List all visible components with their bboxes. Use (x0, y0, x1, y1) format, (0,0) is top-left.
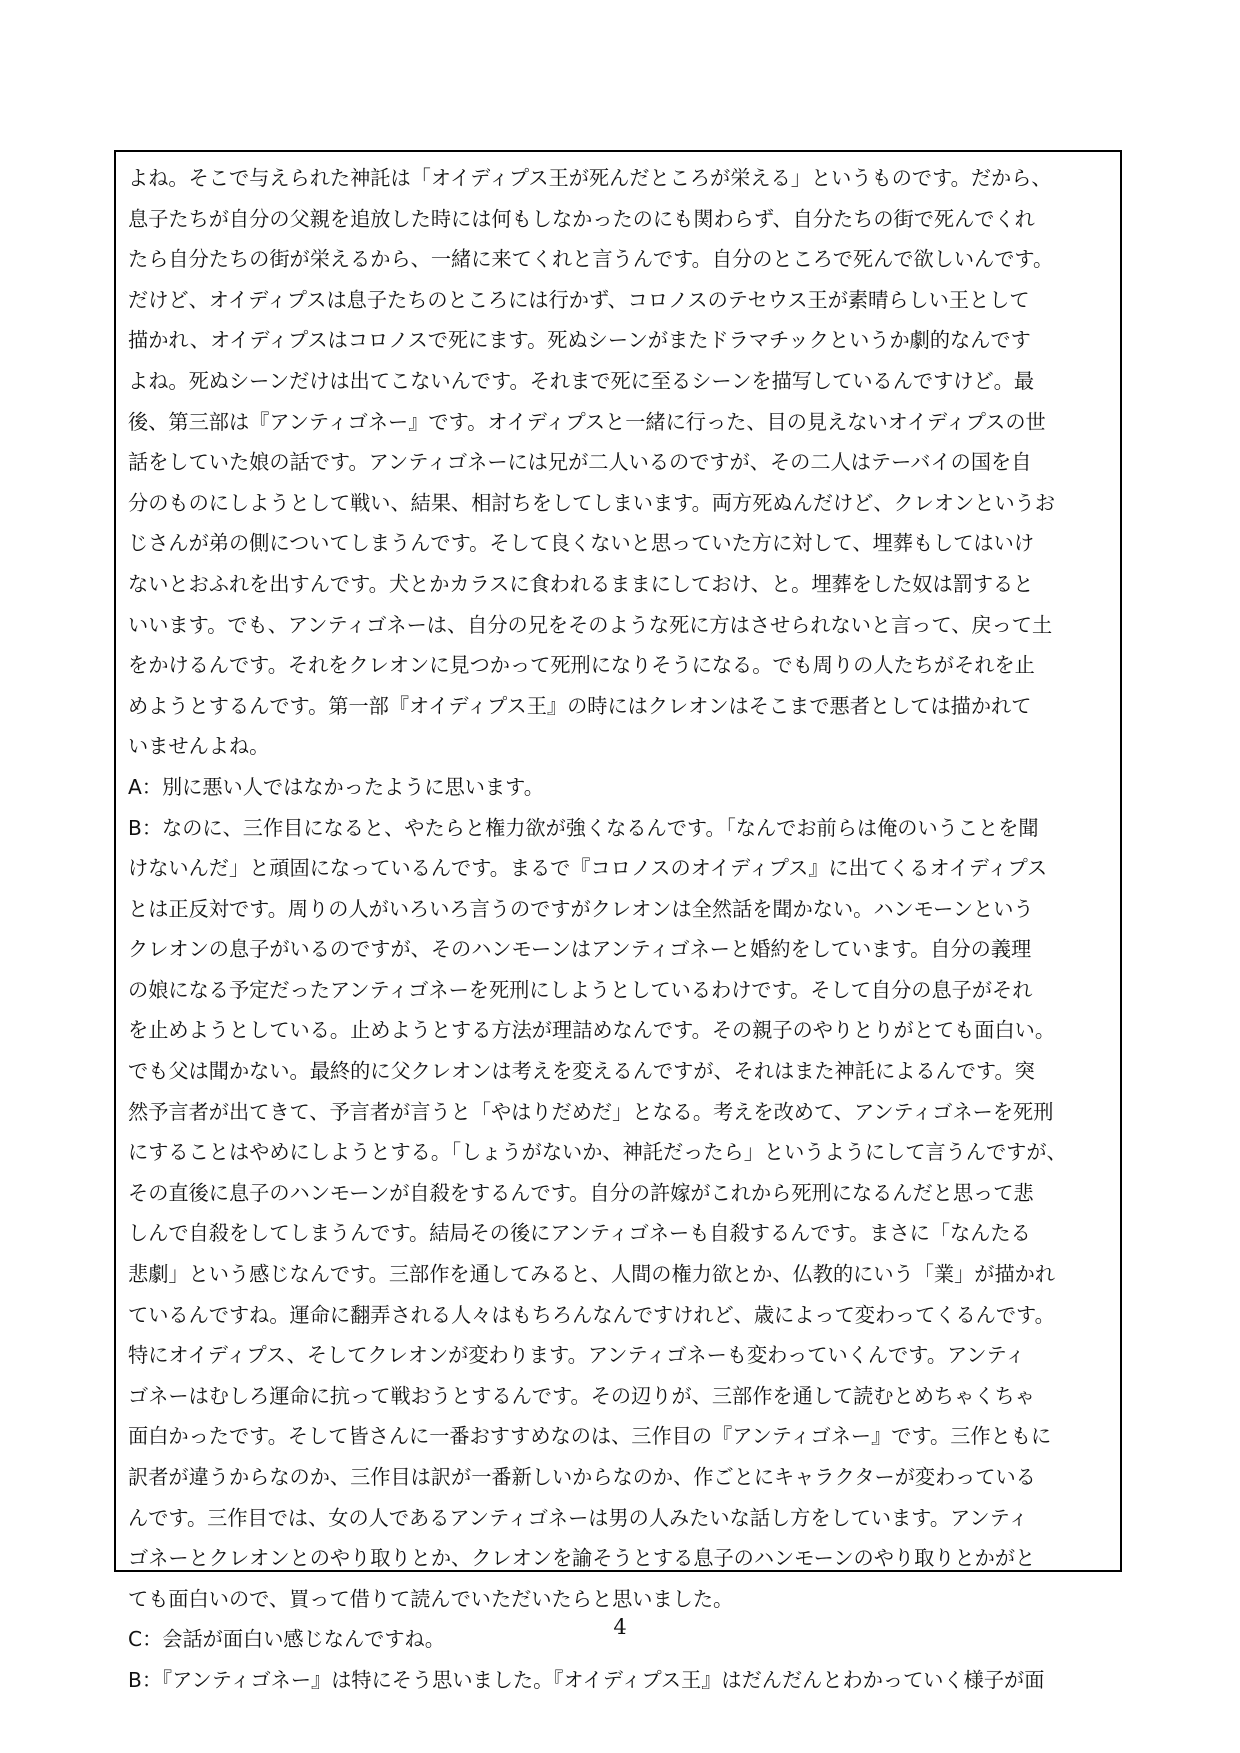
text-line: 面白かったです。そして皆さんに一番おすすめなのは、三作目の『アンティゴネー』です。三作ともに (128, 1424, 1052, 1449)
text-line: めようとするんです。第一部『オイディプス王』の時にはクレオンはそこまで悪者としては描かれて (128, 693, 1032, 718)
dialogue-line-c: C：会話が面白い感じなんですね。 (128, 1627, 445, 1652)
text-line: よね。そこで与えられた神託は「オイディプス王が死んだところが栄える」というものです。だから、 (128, 166, 1052, 190)
text-line: を止めようとしている。止めようとする方法が理詰めなんです。その親子のやりとりがとても面白い。 (128, 1018, 1056, 1043)
text-line: をかけるんです。それをクレオンに見つかって死刑になりそうになる。でも周りの人たちがそれを止 (128, 653, 1035, 678)
dialogue-line-a: A：別に悪い人ではなかったように思います。 (128, 774, 544, 799)
page-number: 4 (613, 1615, 627, 1639)
text-line: たら自分たちの街が栄えるから、一緒に来てくれと言うんです。自分のところで死んで欲しいんです。 (128, 247, 1054, 272)
text-line: ゴネーはむしろ運命に抗って戦おうとするんです。その辺りが、三部作を通して読むとめちゃくちゃ (128, 1383, 1035, 1408)
text-line: 話をしていた娘の話です。アンティゴネーには兄が二人いるのですが、その二人はテーバイの国を自 (128, 450, 1032, 475)
text-line: 特にオイディプス、そしてクレオンが変わります。アンティゴネーも変わっていくんです。アンティ (128, 1343, 1026, 1368)
text-line: けないんだ」と頑固になっているんです。まるで『コロノスのオイディプス』に出てくるオイディプス (128, 856, 1048, 881)
text-line: とは正反対です。周りの人がいろいろ言うのですがクレオンは全然話を聞かない。ハンモーンという (128, 896, 1034, 921)
text-line: クレオンの息子がいるのですが、そのハンモーンはアンティゴネーと婚約をしています。自分の義理 (128, 937, 1032, 962)
text-line: いませんよね。 (128, 734, 270, 759)
text-line: ているんですね。運命に翻弄される人々はもちろんなんですけれど、歳によって変わってくるんです。 (128, 1302, 1055, 1327)
text-line: ても面白いので、買って借りて読んでいただいたらと思いました。 (128, 1586, 734, 1611)
text-line: だけど、オイディプスは息子たちのところには行かず、コロノスのテセウス王が素晴らしい王として (128, 287, 1030, 312)
text-line: じさんが弟の側についてしまうんです。そして良くないと思っていた方に対して、埋葬もしてはいけ (128, 531, 1035, 556)
text-line: んです。三作目では、女の人であるアンティゴネーは男の人みたいな話し方をしています。アンティ (128, 1505, 1029, 1530)
text-line: ないとおふれを出すんです。犬とかカラスに食われるままにしておけ、と。埋葬をした奴は罰すると (128, 571, 1034, 596)
dialogue-line-b: B：なのに、三作目になると、やたらと権力欲が強くなるんです。「なんでお前らは俺のいうことを聞 (128, 815, 1039, 840)
text-line: 息子たちが自分の父親を追放した時には何もしなかったのにも関わらず、自分たちの街で死んでくれ (128, 206, 1035, 231)
text-line: でも父は聞かない。最終的に父クレオンは考えを変えるんですが、それはまた神託によるんです。突 (128, 1059, 1035, 1084)
text-line: その直後に息子のハンモーンが自殺をするんです。自分の許嫁がこれから死刑になるんだと思って悲 (128, 1180, 1034, 1205)
text-line: の娘になる予定だったアンティゴネーを死刑にしようとしているわけです。そして自分の息子がそれ (128, 977, 1033, 1002)
text-line: 然予言者が出てきて、予言者が言うと「やはりだめだ」となる。考えを改めて、アンティゴネーを死刑 (128, 1099, 1054, 1124)
text-line: いいます。でも、アンティゴネーは、自分の兄をそのような死に方はさせられないと言って、戻って土 (128, 612, 1053, 637)
dialogue-line-b: B：『アンティゴネー』は特にそう思いました。『オイディプス王』はだんだんとわかっていく様子が面 (128, 1667, 1045, 1692)
text-line: 悲劇」という感じなんです。三部作を通してみると、人間の権力欲とか、仏教的にいう「業」が描かれ (128, 1262, 1056, 1287)
text-line: 訳者が違うからなのか、三作目は訳が一番新しいからなのか、作ごとにキャラクターが変わっている (128, 1465, 1036, 1489)
text-line: 描かれ、オイディプスはコロノスで死にます。死ぬシーンがまたドラマチックというか劇的なんです (128, 328, 1031, 353)
text-line: しんで自殺をしてしまうんです。結局その後にアンティゴネーも自殺するんです。まさに「なんたる (128, 1221, 1031, 1246)
text-line: ゴネーとクレオンとのやり取りとか、クレオンを諭そうとする息子のハンモーンのやり取りとかがと (128, 1546, 1036, 1571)
text-line: にすることはやめにしようとする。「しょうがないか、神託だったら」というようにして言うんですが、 (128, 1140, 1067, 1165)
text-line: 後、第三部は『アンティゴネー』です。オイディプスと一緒に行った、目の見えないオイディプスの世 (128, 409, 1046, 434)
text-line: 分のものにしようとして戦い、結果、相討ちをしてしまいます。両方死ぬんだけど、クレオンというお (128, 490, 1056, 515)
text-line: よね。死ぬシーンだけは出てこないんです。それまで死に至るシーンを描写しているんですけど。最 (128, 368, 1035, 393)
text-box (114, 150, 1122, 1692)
